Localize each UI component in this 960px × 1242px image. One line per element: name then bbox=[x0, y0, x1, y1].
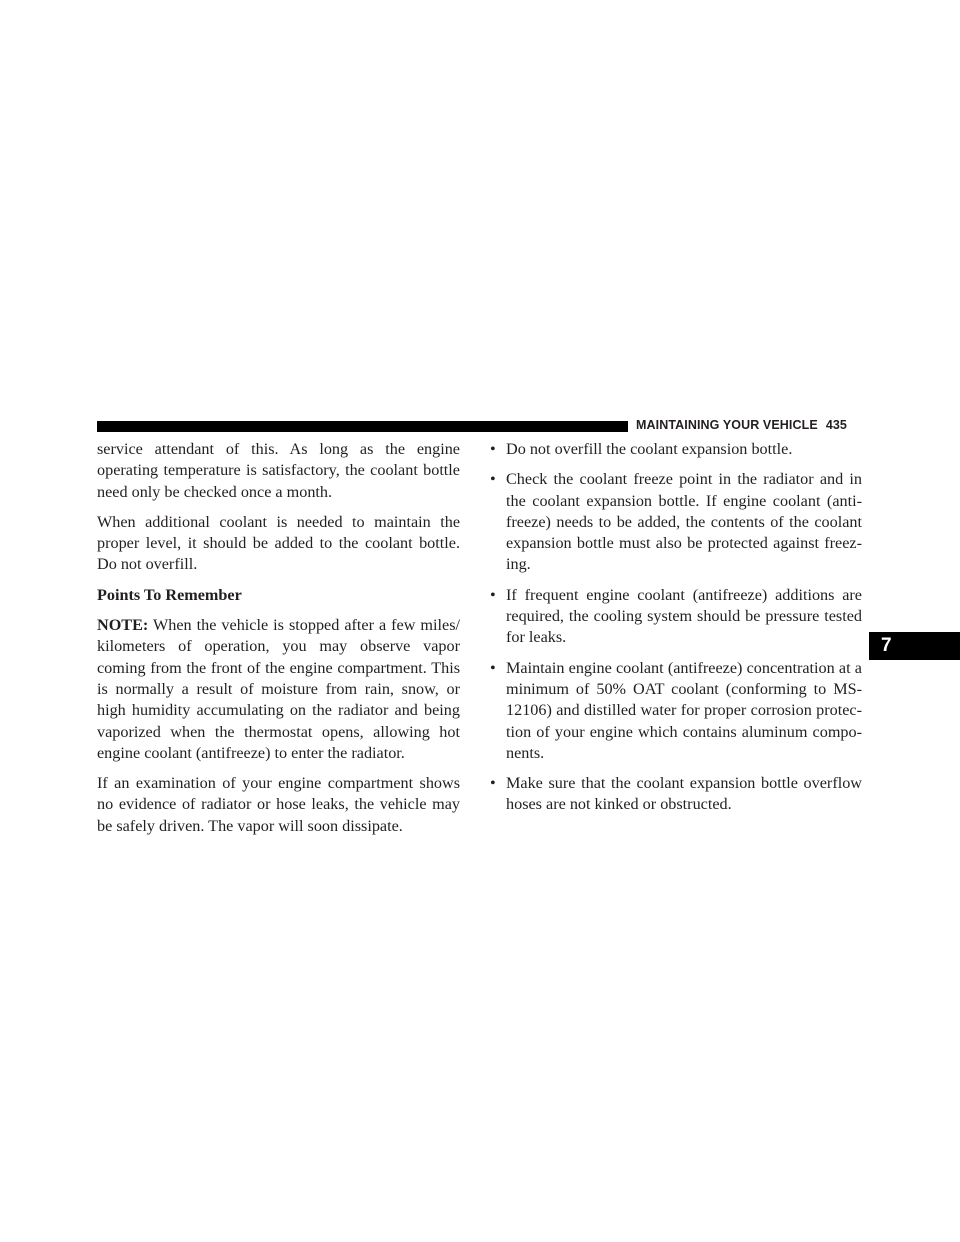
list-item-text: Maintain engine coolant (antifreeze) concentration at a minimum of 50% OAT coolant (conforming to MS-12106) and distilled water for proper corrosion protection of your engine which contains aluminum components. bbox=[506, 658, 862, 762]
paragraph: service attendant of this. As long as the engine operating temperature is satisfactory, the coolant bottle need only be checked once a month. bbox=[97, 440, 460, 501]
page-number: 435 bbox=[825, 418, 847, 432]
note-label: NOTE: bbox=[97, 616, 149, 635]
paragraph: If an examination of your engine compartment shows no evidence of radiator or hose leaks, the vehicle may be safely driven. The vapor will soon dissipate. bbox=[97, 774, 460, 835]
chapter-tab: 7 bbox=[869, 632, 960, 660]
bullet-icon: • bbox=[490, 774, 496, 793]
note-paragraph bbox=[97, 615, 460, 764]
header-rule bbox=[97, 421, 628, 432]
bullet-icon: • bbox=[490, 440, 496, 458]
bullet-icon: • bbox=[490, 658, 496, 677]
section-subheading: Points To Remember bbox=[97, 585, 242, 604]
section-title: MAINTAINING YOUR VEHICLE bbox=[636, 418, 818, 432]
bullet-list bbox=[490, 439, 862, 816]
list-item bbox=[490, 469, 862, 575]
list-item-text: Do not overfill the coolant expansion bottle. bbox=[506, 440, 793, 458]
list-item bbox=[490, 585, 862, 649]
left-column bbox=[97, 439, 460, 846]
list-item bbox=[490, 658, 862, 764]
right-column bbox=[490, 439, 862, 825]
list-item-text: Check the coolant freeze point in the radiator and in the coolant expansion bottle. If engine coolant (antifreeze) needs to be added, the contents of the coolant expansion bottle must also be protected against freezing. bbox=[506, 470, 862, 574]
running-header bbox=[636, 418, 847, 432]
list-item bbox=[490, 439, 862, 460]
paragraph: When additional coolant is needed to maintain the proper level, it should be added to the coolant bottle. Do not overfill. bbox=[97, 512, 460, 574]
list-item-text: Make sure that the coolant expansion bottle overflow hoses are not kinked or obstructed. bbox=[506, 774, 862, 814]
bullet-icon: • bbox=[490, 470, 496, 489]
bullet-icon: • bbox=[490, 585, 496, 604]
list-item bbox=[490, 773, 862, 816]
list-item-text: If frequent engine coolant (antifreeze) additions are required, the cooling system should be pressure tested for leaks. bbox=[506, 585, 862, 647]
note-text: When the vehicle is stopped after a few miles/ kilometers of operation, you may observe vapor coming from the front of the engine compartment. This is normally a result of moisture from rain, snow, or high humidity accumulating on the radiator and being vaporized when the thermostat opens, allowing hot engine coolant (antifreeze) to enter the radiator. bbox=[97, 616, 460, 762]
